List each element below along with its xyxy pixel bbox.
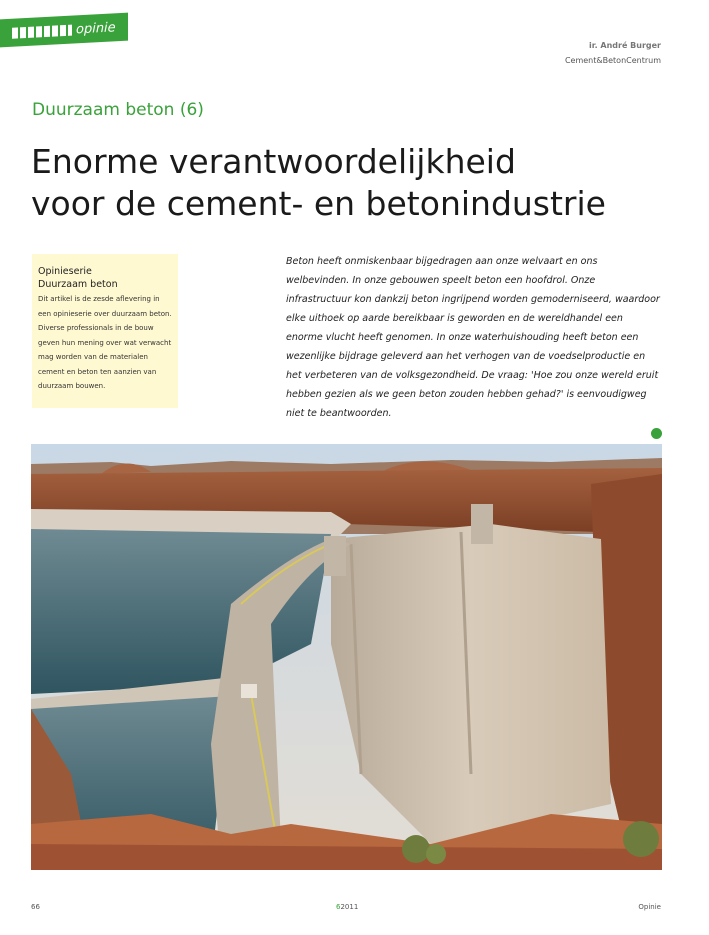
series-info-body: Dit artikel is de zesde aflevering in een opinieserie over duurzaam beton. Diverse professionals in de bouw geven hun mening over wat verwacht mag worden van de materialen cement en beton ten aanzien van duurzaam bouwen. [38,295,172,390]
headline [31,141,671,225]
issue-year: 2011 [340,903,359,911]
headline-line-2: voor de cement- en betonindustrie [31,184,606,223]
dam-photo [31,444,662,870]
author-name: ir. André Burger [589,41,661,50]
issue-label [336,903,358,911]
series-info-box [32,254,178,408]
headline-line-1: Enorme verantwoordelijkheid [31,142,516,181]
author-block [565,38,661,68]
article-intro: Beton heeft onmiskenbaar bijgedragen aan onze welvaart en ons welbevinden. In onze gebouwen speelt beton een hoofdrol. Onze infrastructuur kon dankzij beton ingrijpend worden gemoderniseerd, waardoor elke uithoek op aarde bereikbaar is geworden en de wereldhandel een enorme vlucht heeft genomen. In onze waterhuishouding heeft beton een wezenlijke bijdrage geleverd aan het verhogen van de voedselproductie en het verbeteren van de volksgezondheid. De vraag: 'Hoe zou onze wereld eruit hebben gezien als we geen beton zouden hebben gehad?' is eenvoudigweg niet te beantwoorden. [286,256,660,419]
series-info-title-line-2: Duurzaam beton [38,278,118,290]
section-tag-label: opinie [76,19,116,37]
cement-logo [12,24,72,38]
issue-number: 6 [336,903,341,911]
series-info-title-line-1: Opinieserie [38,266,92,277]
series-info-title [38,266,172,291]
page-number: 66 [31,903,40,911]
section-tag [0,13,128,48]
series-title: Duurzaam beton (6) [32,100,204,120]
green-bullet-icon [651,428,662,439]
footer-section: Opinie [638,903,661,911]
author-organization: Cement&BetonCentrum [564,56,661,65]
